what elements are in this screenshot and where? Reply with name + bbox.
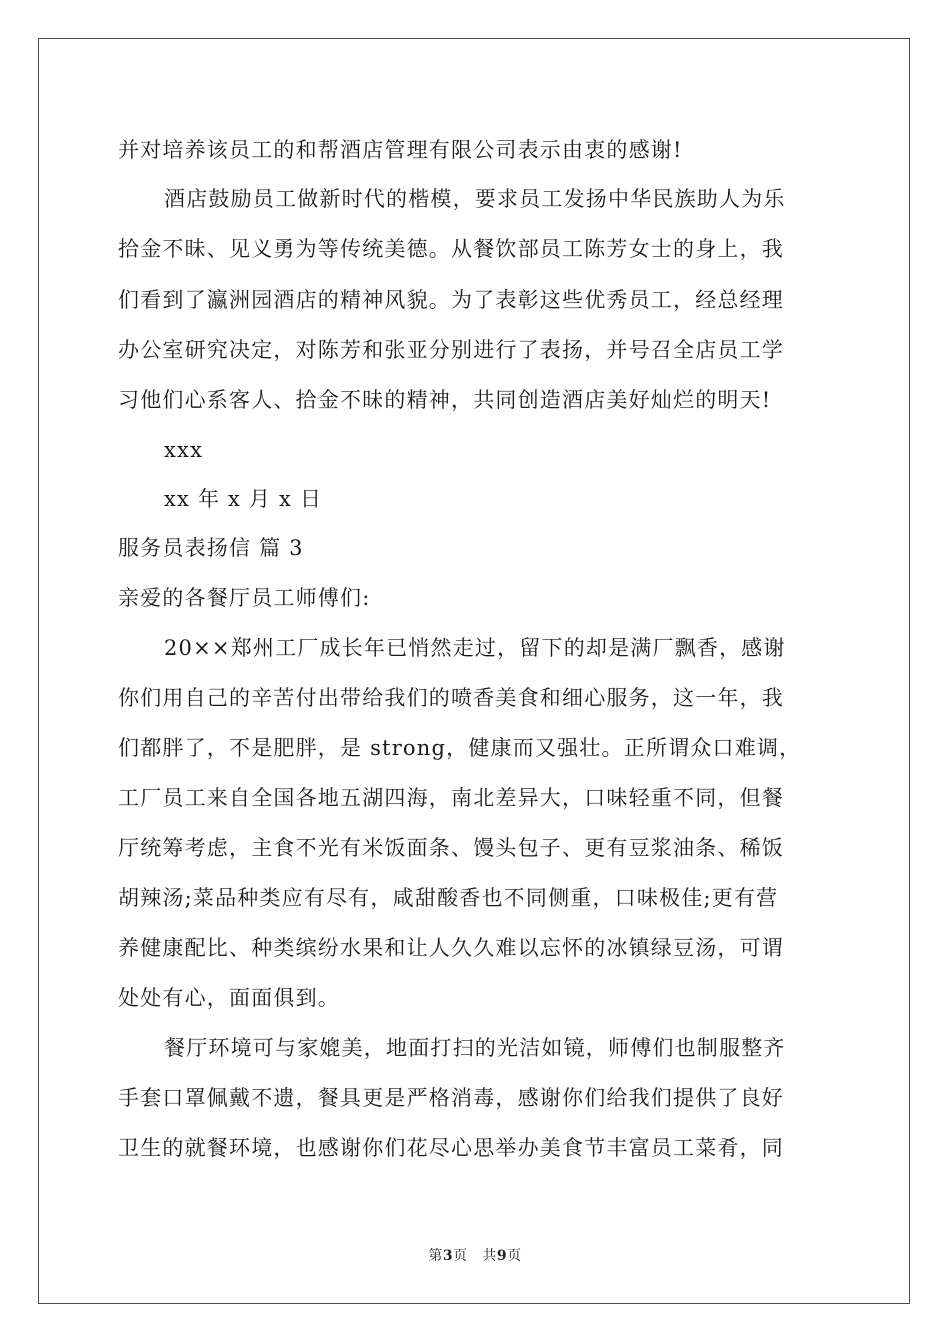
text-line: 厅统筹考虑，主食不光有米饭面条、馒头包子、更有豆浆油条、稀饭	[118, 836, 784, 860]
text-line: 工厂员工来自全国各地五湖四海，南北差异大，口味轻重不同，但餐	[118, 786, 784, 810]
text-line: 手套口罩佩戴不遗，餐具更是严格消毒，感谢你们给我们提供了良好	[118, 1086, 784, 1110]
total-page-number: 9	[496, 1248, 508, 1264]
text-line: 并对培养该员工的和帮酒店管理有限公司表示由衷的感谢!	[118, 138, 683, 162]
salutation: 亲爱的各餐厅员工师傅们:	[118, 586, 371, 610]
page-footer	[0, 1245, 950, 1265]
paragraph-first-line: 20××郑州工厂成长年已悄然走过，留下的却是满厂飘香，感谢	[164, 636, 786, 660]
footer-prefix: 第	[428, 1248, 443, 1264]
paragraph-first-line: 餐厅环境可与家媲美，地面打扫的光洁如镜，师傅们也制服整齐	[164, 1036, 786, 1060]
text-line: 胡辣汤;菜品种类应有尽有，咸甜酸香也不同侧重，口味极佳;更有营	[118, 886, 779, 910]
text-line: 你们用自己的辛苦付出带给我们的喷香美食和细心服务，这一年，我	[118, 686, 784, 710]
signature-name: xxx	[164, 438, 204, 462]
text-line: 们看到了瀛洲园酒店的精神风貌。为了表彰这些优秀员工，经总经理	[118, 288, 784, 312]
text-line: 办公室研究决定，对陈芳和张亚分别进行了表扬，并号召全店员工学	[118, 338, 784, 362]
current-page-number: 3	[442, 1248, 454, 1264]
text-line: 拾金不昧、见义勇为等传统美德。从餐饮部员工陈芳女士的身上，我	[118, 237, 784, 261]
footer-middle: 页 共	[453, 1248, 497, 1264]
text-line: 们都胖了，不是肥胖，是 strong，健康而又强壮。正所谓众口难调，	[118, 736, 802, 760]
signature-date: xx 年 x 月 x 日	[164, 487, 323, 511]
section-heading: 服务员表扬信 篇 3	[118, 536, 304, 560]
footer-suffix: 页	[507, 1248, 522, 1264]
text-line: 卫生的就餐环境，也感谢你们花尽心思举办美食节丰富员工菜肴，同	[118, 1136, 784, 1160]
paragraph-first-line: 酒店鼓励员工做新时代的楷模，要求员工发扬中华民族助人为乐	[164, 187, 786, 211]
text-line: 处处有心，面面俱到。	[118, 986, 340, 1010]
text-line: 养健康配比、种类缤纷水果和让人久久难以忘怀的冰镇绿豆汤，可谓	[118, 936, 784, 960]
text-line: 习他们心系客人、拾金不昧的精神，共同创造酒店美好灿烂的明天!	[118, 388, 772, 412]
page-border	[38, 38, 910, 1304]
